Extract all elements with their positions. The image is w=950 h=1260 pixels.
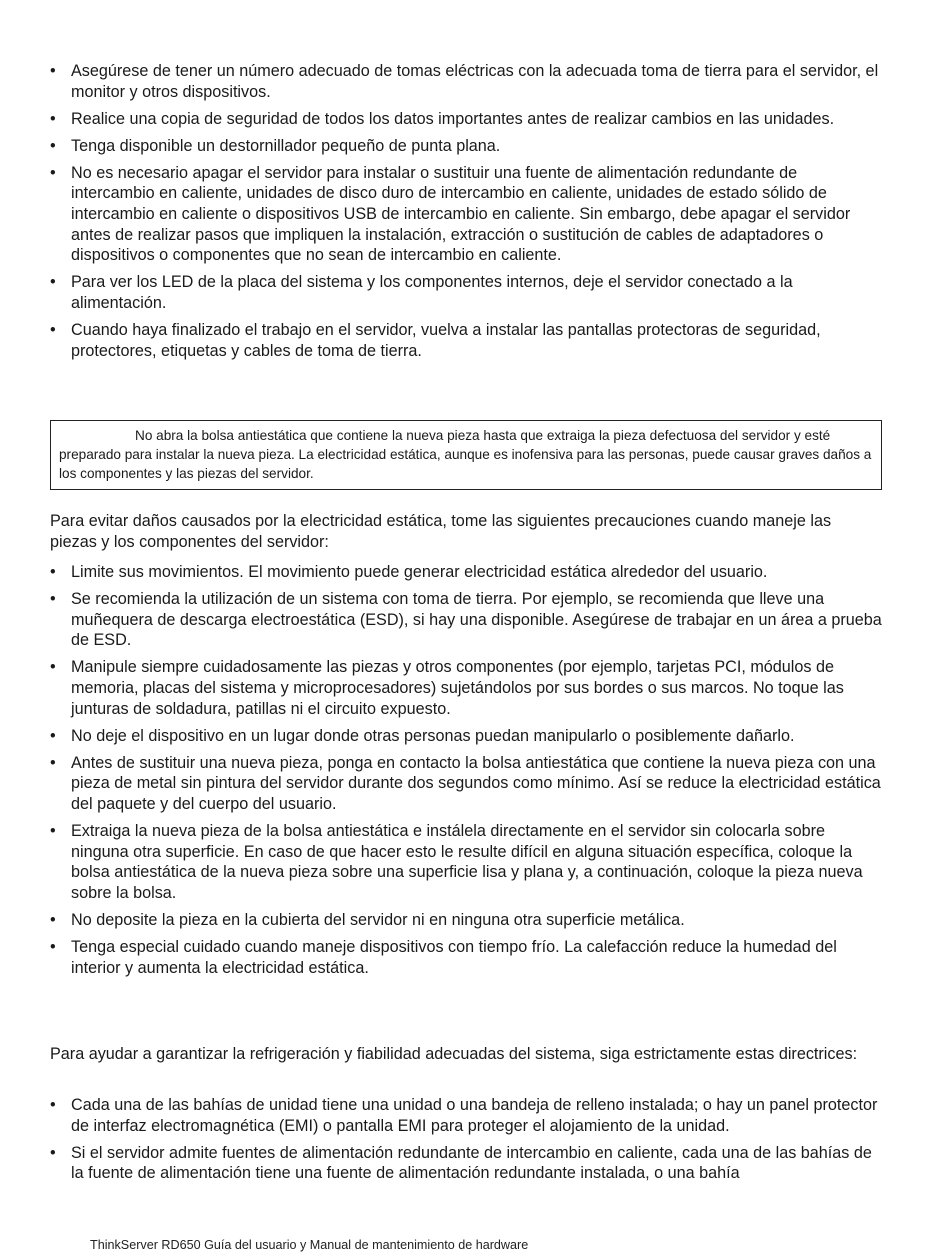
bullet-icon: • [50, 1143, 56, 1162]
bullet-icon: • [50, 163, 56, 182]
bullet-icon: • [50, 726, 56, 745]
bullet-icon: • [50, 563, 56, 581]
list-item: • Se recomienda la utilización de un sistema con toma de tierra. Por ejemplo, se recomienda que lleve una muñequera de descarga electroestática (ESD), si hay una disponible. Asegúrese de trabajar en un área a prueba de ESD. [50, 590, 882, 650]
list-item: • Si el servidor admite fuentes de alimentación redundante de intercambio en caliente, cada una de las bahías de la fuente de alimentación tiene una fuente de alimentación redundante instalada, o una bahía [50, 1143, 872, 1183]
bullet-icon: • [50, 62, 56, 80]
notice-text: No abra la bolsa antiestática que contiene la nueva pieza hasta que extraiga la pieza defectuosa del servidor y esté preparado para instalar la nueva pieza. La electricidad estática, aunque es inofensiva para las personas, puede causar graves daños a los componentes y las piezas del servidor. [59, 428, 872, 481]
bullet-icon: • [50, 109, 56, 128]
list-item: • Realice una copia de seguridad de todos los datos importantes antes de realizar cambios en las unidades. [50, 109, 835, 128]
static-precautions-list [50, 562, 882, 985]
preparation-list [50, 61, 882, 368]
bullet-icon: • [50, 136, 56, 155]
list-item: • Extraiga la nueva pieza de la bolsa antiestática e instálela directamente en el servidor sin colocarla sobre ninguna otra superficie. En caso de que hacer esto le resulte difícil en alguna situación específica, coloque la bolsa antiestática de la nueva pieza sobre una superficie lisa y plana y, a continuación, coloque la pieza nueva sobre la bolsa. [50, 822, 863, 902]
list-item: • Tenga especial cuidado cuando maneje dispositivos con tiempo frío. La calefacción reduce la humedad del interior y aumenta la electricidad estática. [50, 938, 837, 977]
bullet-icon: • [50, 273, 56, 292]
list-item: • Asegúrese de tener un número adecuado de tomas eléctricas con la adecuada toma de tierra para el servidor, el monitor y otros dispositivos. [50, 62, 879, 101]
bullet-icon: • [50, 658, 56, 677]
bullet-icon: • [50, 910, 56, 929]
list-item: • Antes de sustituir una nueva pieza, ponga en contacto la bolsa antiestática que contiene la nueva pieza con una pieza de metal sin pintura del servidor durante dos segundos como mínimo. Así se reduce la electricidad estática del paquete y del cuerpo del usuario. [50, 753, 881, 813]
cooling-guidelines-intro: Para ayudar a garantizar la refrigeración y fiabilidad adecuadas del sistema, siga estrictamente estas directrices: [50, 1045, 858, 1063]
list-item: • Tenga disponible un destornillador pequeño de punta plana. [50, 136, 501, 155]
list-item: • No deje el dispositivo en un lugar donde otras personas puedan manipularlo o posiblemente dañarlo. [50, 726, 795, 745]
bullet-icon: • [50, 938, 56, 956]
list-item: • No deposite la pieza en la cubierta del servidor ni en ninguna otra superficie metálica. [50, 910, 685, 929]
bullet-icon: • [50, 321, 56, 340]
cooling-guidelines-list [50, 1095, 882, 1190]
bullet-icon: • [50, 753, 56, 772]
list-item: • Para ver los LED de la placa del sistema y los componentes internos, deje el servidor conectado a la alimentación. [50, 273, 793, 312]
list-item: • Manipule siempre cuidadosamente las piezas y otros componentes (por ejemplo, tarjetas PCI, módulos de memoria, placas del sistema y microprocesadores) sujetándolos por sus bordes o sus marcos. No toque las junturas de soldadura, patillas ni el circuito expuesto. [50, 658, 844, 718]
bullet-icon: • [50, 590, 56, 609]
list-item: • No es necesario apagar el servidor para instalar o sustituir una fuente de alimentación redundante de intercambio en caliente, unidades de disco duro de intercambio en caliente, unidades de estado sólido de intercambio en caliente o dispositivos USB de intercambio en caliente. Sin embargo, debe apagar el servidor antes de realizar pasos que impliquen la instalación, extracción o sustitución de cables de adaptadores o dispositivos o componentes que no sean de intercambio en caliente. [50, 163, 851, 265]
list-item: • Limite sus movimientos. El movimiento puede generar electricidad estática alrededor del usuario. [50, 563, 768, 581]
attention-notice-box [50, 420, 882, 490]
bullet-icon: • [50, 1096, 56, 1114]
page-footer: ThinkServer RD650 Guía del usuario y Manual de mantenimiento de hardware [90, 1238, 529, 1252]
list-item: • Cada una de las bahías de unidad tiene una unidad o una bandeja de relleno instalada; o hay un panel protector de interfaz electromagnética (EMI) o pantalla EMI para proteger el alojamiento de la unidad. [50, 1096, 878, 1135]
bullet-icon: • [50, 822, 56, 841]
list-item: • Cuando haya finalizado el trabajo en el servidor, vuelva a instalar las pantallas protectoras de seguridad, protectores, etiquetas y cables de toma de tierra. [50, 321, 821, 360]
static-precautions-intro: Para evitar daños causados por la electricidad estática, tome las siguientes precauciones cuando maneje las piezas y los componentes del servidor: [50, 512, 832, 551]
